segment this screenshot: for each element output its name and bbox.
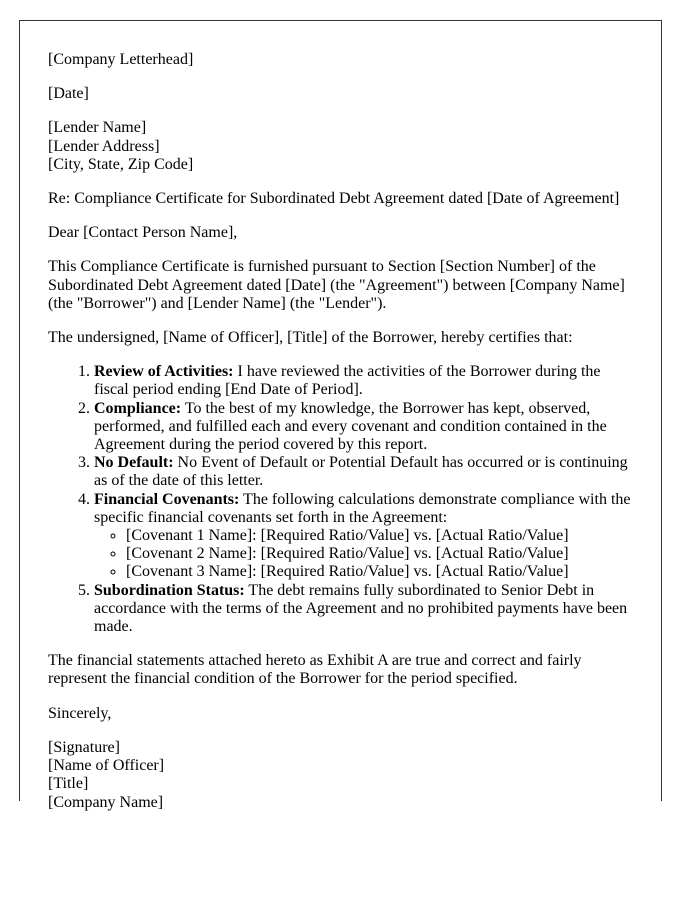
covenant-item-3: ◦ [Covenant 3 Name]: [Required Ratio/Value] vs. [Actual Ratio/Value] [126, 563, 631, 581]
list-item-compliance [94, 400, 631, 455]
list-item-text: The following calculations demonstrate compliance with the specific financial covenants set forth in the Agreement: [94, 490, 631, 526]
list-item-label: Review of Activities: [94, 363, 234, 381]
covenant-item-1: ◦ [Covenant 1 Name]: [Required Ratio/Value] vs. [Actual Ratio/Value] [126, 527, 631, 545]
certification-list [48, 363, 631, 636]
signature-line: [Signature] [48, 738, 120, 756]
list-item-text: The debt remains fully subordinated to Senior Debt in accordance with the terms of the Agreement and no prohibited payments have been made. [94, 581, 628, 636]
signature-officer-line: [Name of Officer] [48, 757, 165, 775]
signature-block [48, 739, 631, 812]
signature-title-line: [Title] [48, 775, 89, 793]
list-item-text: No Event of Default or Potential Default has occurred or is continuing as of the date of this letter. [94, 454, 628, 490]
recipient-address-line: [Lender Address] [48, 137, 160, 155]
recipient-block [48, 119, 631, 174]
letterhead-line: [Company Letterhead] [48, 51, 194, 68]
list-item-text: To the best of my knowledge, the Borrower has kept, observed, performed, and fulfilled each and every covenant and condition contained in the Agreement during the period covered by this report. [94, 399, 607, 454]
list-item-label: Compliance: [94, 399, 182, 417]
list-item-financial-covenants [94, 491, 631, 582]
signature-company-line: [Company Name] [48, 793, 164, 811]
list-item-no-default [94, 454, 631, 490]
covenant-item-2: ◦ [Covenant 2 Name]: [Required Ratio/Value] vs. [Actual Ratio/Value] [126, 545, 631, 563]
covenant-sublist [94, 527, 631, 582]
recipient-city-line: [City, State, Zip Code] [48, 155, 194, 173]
list-item-label: Subordination Status: [94, 581, 245, 599]
list-item-label: No Default: [94, 454, 174, 472]
list-item-text: I have reviewed the activities of the Borrower during the fiscal period ending [End Date of Period]. [94, 363, 601, 399]
recipient-name-line: [Lender Name] [48, 119, 147, 137]
list-item-review-of-activities [94, 363, 631, 399]
exhibit-paragraph: The financial statements attached hereto as Exhibit A are true and correct and fairly represent the financial condition of the Borrower for the period specified. [48, 652, 582, 688]
letter-document [19, 20, 662, 811]
intro-paragraph: This Compliance Certificate is furnished pursuant to Section [Section Number] of the Subordinated Debt Agreement dated [Date] (the "Agreement") between [Company Name] (the "Borrower") and [Lender Name] (the "Lender"). [48, 258, 625, 312]
certification-lead: The undersigned, [Name of Officer], [Title] of the Borrower, hereby certifies that: [48, 329, 573, 347]
salutation: Dear [Contact Person Name], [48, 224, 238, 242]
subject-line: Re: Compliance Certificate for Subordinated Debt Agreement dated [Date of Agreement] [48, 190, 620, 208]
list-item-subordination-status [94, 582, 631, 637]
signoff: Sincerely, [48, 704, 112, 722]
list-item-label: Financial Covenants: [94, 490, 240, 508]
date-line: [Date] [48, 85, 89, 103]
